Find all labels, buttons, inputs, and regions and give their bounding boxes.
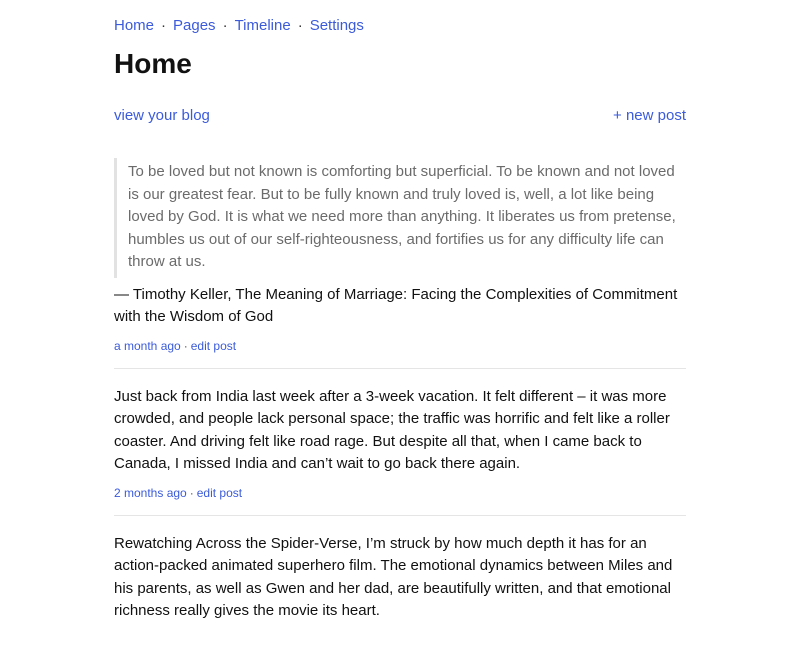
edit-post-link[interactable]: edit post	[196, 485, 243, 500]
nav-timeline-link[interactable]: Timeline	[234, 17, 291, 34]
top-nav	[114, 16, 364, 36]
post-item	[114, 158, 686, 369]
post-timestamp-link[interactable]: a month ago	[114, 338, 181, 353]
post-meta	[114, 338, 686, 354]
edit-post-link[interactable]: edit post	[190, 338, 237, 353]
nav-separator: ·	[222, 17, 228, 34]
meta-separator: ·	[183, 338, 188, 353]
post-meta	[114, 485, 686, 501]
post-timestamp-link[interactable]: 2 months ago	[114, 485, 187, 500]
post-item	[114, 386, 686, 516]
actions-bar	[114, 106, 686, 126]
post-body: Just back from India last week after a 3-week vacation. It felt different – it was more crowded, and people lack personal space; the traffic was horrific and felt like a roller coaster. And driving felt like road rage. But despite all that, when I came back to Canada, I missed India and can’t wait to go back there again.	[114, 387, 670, 472]
view-blog-link[interactable]: view your blog	[114, 107, 210, 124]
post-body: Rewatching Across the Spider-Verse, I’m struck by how much depth it has for an action-packed animated superhero film. The emotional dynamics between Miles and his parents, as well as Gwen and her dad, are beautifully written, and that emotional richness really gives the movie its heart.	[114, 534, 673, 619]
post-quote: To be loved but not known is comforting but superficial. To be known and not loved is our greatest fear. But to be fully known and truly loved is, well, a lot like being loved by God. It is what we need more than anything. It liberates us from pretense, humbles us out of our self-righteousness, and fortifies us for any difficulty life can throw at us.	[114, 158, 686, 278]
post-attribution: — Timothy Keller, The Meaning of Marriage: Facing the Complexities of Commitment with the Wisdom of God	[114, 285, 678, 325]
new-post-link[interactable]: + new post	[613, 107, 686, 124]
post-list	[114, 158, 686, 654]
page-title: Home	[114, 48, 192, 79]
nav-settings-link[interactable]: Settings	[309, 17, 364, 34]
nav-separator: ·	[297, 17, 303, 34]
nav-pages-link[interactable]: Pages	[173, 17, 216, 34]
nav-separator: ·	[161, 17, 167, 34]
post-item	[114, 533, 686, 637]
nav-home-link[interactable]: Home	[114, 17, 155, 34]
meta-separator: ·	[189, 485, 194, 500]
